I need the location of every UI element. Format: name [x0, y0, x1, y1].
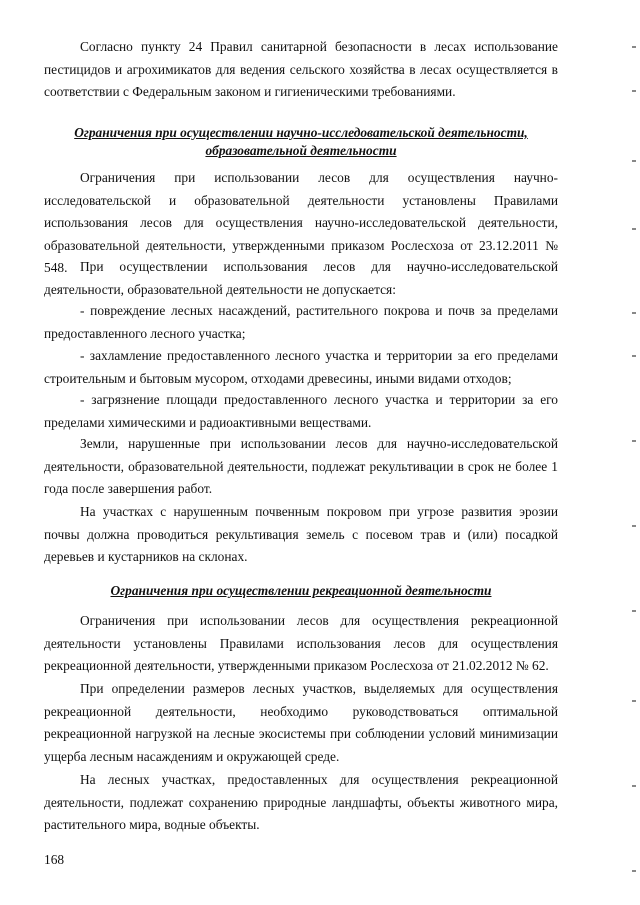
scan-edge-mark	[632, 46, 636, 48]
paragraph: Ограничения при использовании лесов для осуществления научно-исследовательской и образовательной деятельности установлены Правилами использования лесов для осуществления научно-исследовательской деятельности, образовательной деятельности, утвержденными приказом Рослесхоза от 23.12.2011 № 548.	[44, 170, 558, 276]
scan-edge-mark	[632, 870, 636, 872]
paragraph: При осуществлении использования лесов для научно-исследовательской деятельности, образовательной деятельности не допускается:	[44, 259, 558, 297]
scan-edge-mark	[632, 228, 636, 230]
scan-edge-mark	[632, 355, 636, 357]
paragraph: При определении размеров лесных участков, выделяемых для осуществления рекреационной деятельности, необходимо руководствоваться оптимальной рекреационной нагрузкой на лесные экосистемы при соблюдении условий минимизации ущерба лесным насаждениям и окружающей среде.	[44, 681, 558, 764]
scan-edge-mark	[632, 160, 636, 162]
list-item: - загрязнение площади предоставленного лесного участка и территории за его пределами химическими и радиоактивными веществами.	[44, 392, 558, 430]
scan-edge-mark	[632, 610, 636, 612]
scan-edge-mark	[632, 440, 636, 442]
scan-edge-mark	[632, 785, 636, 787]
paragraph: На участках с нарушенным почвенным покровом при угрозе развития эрозии почвы должна проводиться рекультивация земель с посевом трав и (или) посадкой деревьев и кустарников на склонах.	[44, 504, 558, 565]
paragraph: Согласно пункту 24 Правил санитарной безопасности в лесах использование пестицидов и агрохимикатов для ведения сельского хозяйства в лесах осуществляется в соответствии с Федеральным законом и гигиеническими требованиями.	[44, 39, 558, 100]
paragraph: Ограничения при использовании лесов для осуществления рекреационной деятельности установлены Правилами использования лесов для осуществления рекреационной деятельности, утвержденными приказом Рослесхоза от 21.02.2012 № 62.	[44, 613, 558, 674]
paragraph: На лесных участках, предоставленных для осуществления рекреационной деятельности, подлежат сохранению природные ландшафты, объекты животного мира, растительного мира, водные объекты.	[44, 772, 558, 833]
list-item: - повреждение лесных насаждений, растительного покрова и почв за пределами предоставленного лесного участка;	[44, 303, 558, 341]
list-item: - захламление предоставленного лесного участка и территории за его пределами строительным и бытовым мусором, отходами древесины, иными видами отходов;	[44, 348, 558, 386]
scan-edge-mark	[632, 700, 636, 702]
page-number: 168	[44, 852, 65, 867]
scan-edge-mark	[632, 90, 636, 92]
scan-edge-mark	[632, 312, 636, 314]
section-heading: Ограничения при осуществлении научно-исследовательской деятельности, образовательной деятельности	[74, 125, 528, 158]
paragraph: Земли, нарушенные при использовании лесов для научно-исследовательской деятельности, образовательной деятельности, подлежат рекультивации в срок не более 1 года после завершения работ.	[44, 436, 558, 497]
scan-edge-mark	[632, 525, 636, 527]
section-heading: Ограничения при осуществлении рекреационной деятельности	[110, 583, 492, 598]
